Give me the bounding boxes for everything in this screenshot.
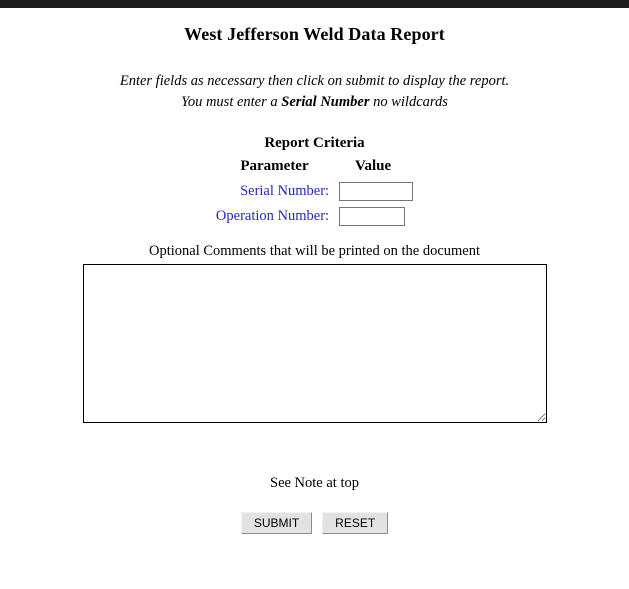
operation-number-cell — [333, 204, 413, 229]
operation-number-input[interactable] — [339, 207, 405, 226]
comments-label: Optional Comments that will be printed on the document — [148, 243, 481, 260]
button-row — [0, 512, 629, 534]
report-criteria-table — [216, 158, 413, 229]
operation-number-label: Operation Number: — [215, 208, 330, 225]
serial-number-input[interactable] — [339, 182, 413, 201]
comments-textarea[interactable] — [83, 264, 547, 423]
report-criteria-heading: Report Criteria — [264, 135, 365, 152]
serial-number-cell — [333, 179, 413, 204]
top-bar — [0, 0, 629, 8]
page-title: West Jefferson Weld Data Report — [184, 24, 445, 44]
instructions-line-2-prefix: You must enter a — [181, 94, 282, 111]
serial-number-label: Serial Number: — [240, 183, 330, 200]
note-text: See Note at top — [270, 475, 359, 492]
comments-wrapper — [0, 264, 629, 423]
instructions-line-1: Enter fields as necessary then click on submit to display the report. — [119, 73, 510, 89]
instructions-line-2 — [0, 92, 629, 113]
table-row — [216, 204, 413, 229]
instructions — [0, 71, 629, 113]
page-content — [0, 8, 629, 534]
reset-button[interactable]: RESET — [322, 512, 388, 534]
column-header-parameter: Parameter — [240, 158, 309, 175]
table-row — [216, 179, 413, 204]
column-header-value: Value — [355, 158, 392, 175]
submit-button[interactable]: SUBMIT — [241, 512, 312, 534]
table-header-row — [216, 158, 413, 179]
instructions-serial-number-emphasis: Serial Number — [281, 94, 370, 111]
instructions-line-2-suffix: no wildcards — [369, 94, 448, 111]
